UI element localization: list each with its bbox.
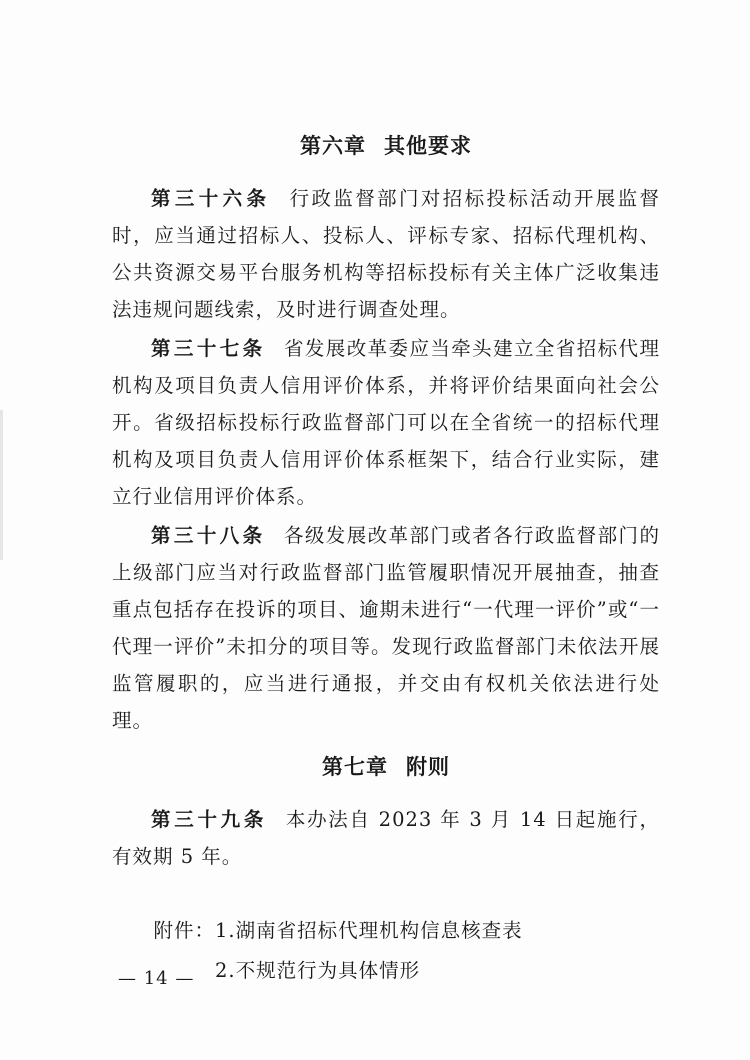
article-37-text: 省发展改革委应当牵头建立全省招标代理机构及项目负责人信用评价体系，并将评价结果面向社会公开。省级招标投标行政监督部门可以在全省统一的招标代理机构及项目负责人信用评价体系框架下，结合行业实际，建立行业信用评价体系。 bbox=[112, 337, 660, 508]
article-36-text: 行政监督部门对招标投标活动开展监督时，应当通过招标人、投标人、评标专家、招标代理机构、公共资源交易平台服务机构等招标投标有关主体广泛收集违法违规问题线索，及时进行调查处理。 bbox=[112, 187, 660, 321]
attachment-item-2: 2.不规范行为具体情形 bbox=[215, 959, 421, 982]
article-36-number: 第三十六条 bbox=[151, 187, 271, 210]
article-37 bbox=[112, 330, 660, 515]
scan-edge-mark bbox=[0, 410, 3, 560]
article-38-number: 第三十八条 bbox=[151, 524, 266, 547]
article-39-number: 第三十九条 bbox=[151, 808, 268, 831]
article-39-text: 本办法自 2023 年 3 月 14 日起施行，有效期 5 年。 bbox=[112, 808, 660, 868]
chapter-7-title: 附则 bbox=[406, 755, 450, 779]
chapter-6-heading bbox=[112, 128, 660, 164]
chapter-6-title: 其他要求 bbox=[384, 134, 472, 158]
article-36 bbox=[112, 180, 660, 328]
article-38 bbox=[112, 517, 660, 739]
article-38-text: 各级发展改革部门或者各行政监督部门的上级部门应当对行政监督部门监管履职情况开展抽查，抽查重点包括存在投诉的项目、逾期未进行“一代理一评价”或“一代理一评价”未扣分的项目等。发现行政监督部门未依法开展监管履职的，应当进行通报，并交由有权机关依法进行处理。 bbox=[112, 524, 660, 732]
chapter-7-label: 第七章 bbox=[322, 755, 388, 779]
article-39 bbox=[112, 801, 660, 875]
article-37-number: 第三十七条 bbox=[151, 337, 266, 360]
document-body bbox=[112, 128, 660, 991]
attachments-label: 附件： bbox=[153, 919, 215, 942]
chapter-7-heading bbox=[112, 749, 660, 785]
attachment-row bbox=[112, 911, 660, 951]
chapter-6-label: 第六章 bbox=[300, 134, 366, 158]
attachment-item-1: 1.湖南省招标代理机构信息核查表 bbox=[215, 919, 523, 942]
page-number: — 14 — bbox=[118, 968, 195, 989]
